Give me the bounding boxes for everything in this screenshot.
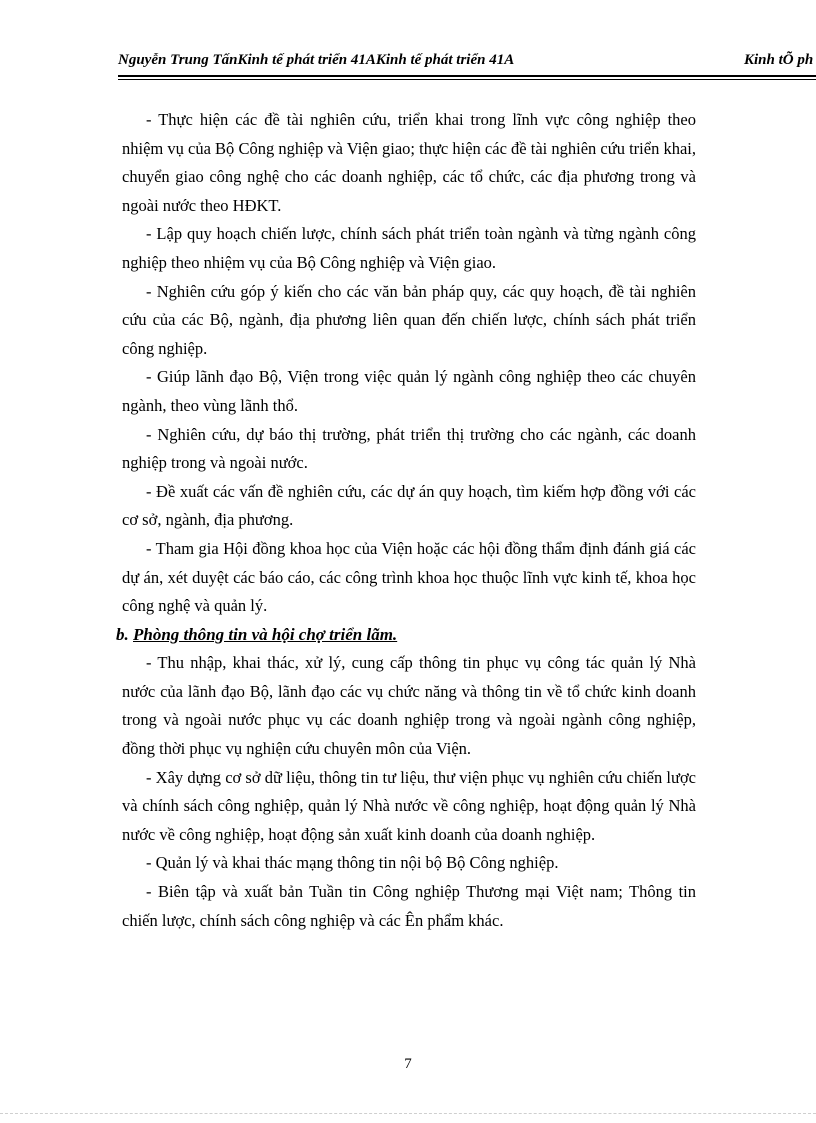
section-title: Phòng thông tin và hội chợ triển lãm. [133,624,398,644]
paragraph: - Đề xuất các vấn đề nghiên cứu, các dự án quy hoạch, tìm kiếm hợp đồng với các cơ sở, ngành, địa phương. [122,481,696,530]
footer-divider [0,1113,816,1114]
paragraph: - Xây dựng cơ sở dữ liệu, thông tin tư liệu, thư viện phục vụ nghiên cứu chiến lược và chính sách công nghiệp, quản lý Nhà nước về công nghiệp, hoạt động quản lý Nhà nước về công nghiệp, hoạt động sản xuất kinh doanh của doanh nghiệp. [122,767,696,844]
paragraph: - Nghiên cứu góp ý kiến cho các văn bản pháp quy, các quy hoạch, đề tài nghiên cứu của các Bộ, ngành, địa phương liên quan đến chiến lược, chính sách phát triển công nghiệp. [122,281,696,358]
header-rule-thin [118,79,816,80]
page-number: 7 [404,1056,412,1072]
section-heading [116,621,696,650]
paragraph: - Thu nhập, khai thác, xử lý, cung cấp thông tin phục vụ công tác quản lý Nhà nước của lãnh đạo Bộ, lãnh đạo các vụ chức năng và thông tin về tổ chức kinh doanh trong và ngoài nước phục vụ các doanh nghiệp trong và ngoài ngành công nghiệp, đồng thời phục vụ nghiện cứu chuyên môn của Viện. [122,653,696,759]
paragraph: - Thực hiện các đề tài nghiên cứu, triển khai trong lĩnh vực công nghiệp theo nhiệm vụ của Bộ Công nghiệp và Viện giao; thực hiện các đề tài nghiên cứu triển khai, chuyển giao công nghệ cho các doanh nghiệp, các tổ chức, các địa phương trong và ngoài nước theo HĐKT. [122,110,696,215]
paragraph: - Tham gia Hội đồng khoa học của Viện hoặc các hội đồng thẩm định đánh giá các dự án, xét duyệt các báo cáo, các công trình khoa học thuộc lĩnh vực kinh tế, khoa học công nghệ và quản lý. [122,538,696,616]
paragraph: - Biên tập và xuất bản Tuần tin Công nghiệp Thương mại Việt nam; Thông tin chiến lược, chính sách công nghiệp và các Ên phẩm khác. [122,882,696,930]
header-rule-thick [118,75,816,77]
paragraph: - Quản lý và khai thác mạng thông tin nội bộ Bộ Công nghiệp. [146,853,559,873]
paragraph: - Nghiên cứu, dự báo thị trường, phát triển thị trường cho các ngành, các doanh nghiệp trong và ngoài nước. [122,424,696,473]
header-right-text: Kinh tÕ ph [744,52,814,68]
section-prefix: b. [116,624,129,644]
running-header [118,52,816,74]
header-left-text: Nguyễn Trung TấnKinh tế phát triển 41AKinh tế phát triển 41A [118,52,515,68]
document-body [116,106,696,935]
paragraph: - Lập quy hoạch chiến lược, chính sách phát triển toàn ngành và từng ngành công nghiệp theo nhiệm vụ của Bộ Công nghiệp và Viện giao. [122,224,696,272]
paragraph: - Giúp lãnh đạo Bộ, Viện trong việc quản lý ngành công nghiệp theo các chuyên ngành, theo vùng lãnh thổ. [122,367,696,415]
